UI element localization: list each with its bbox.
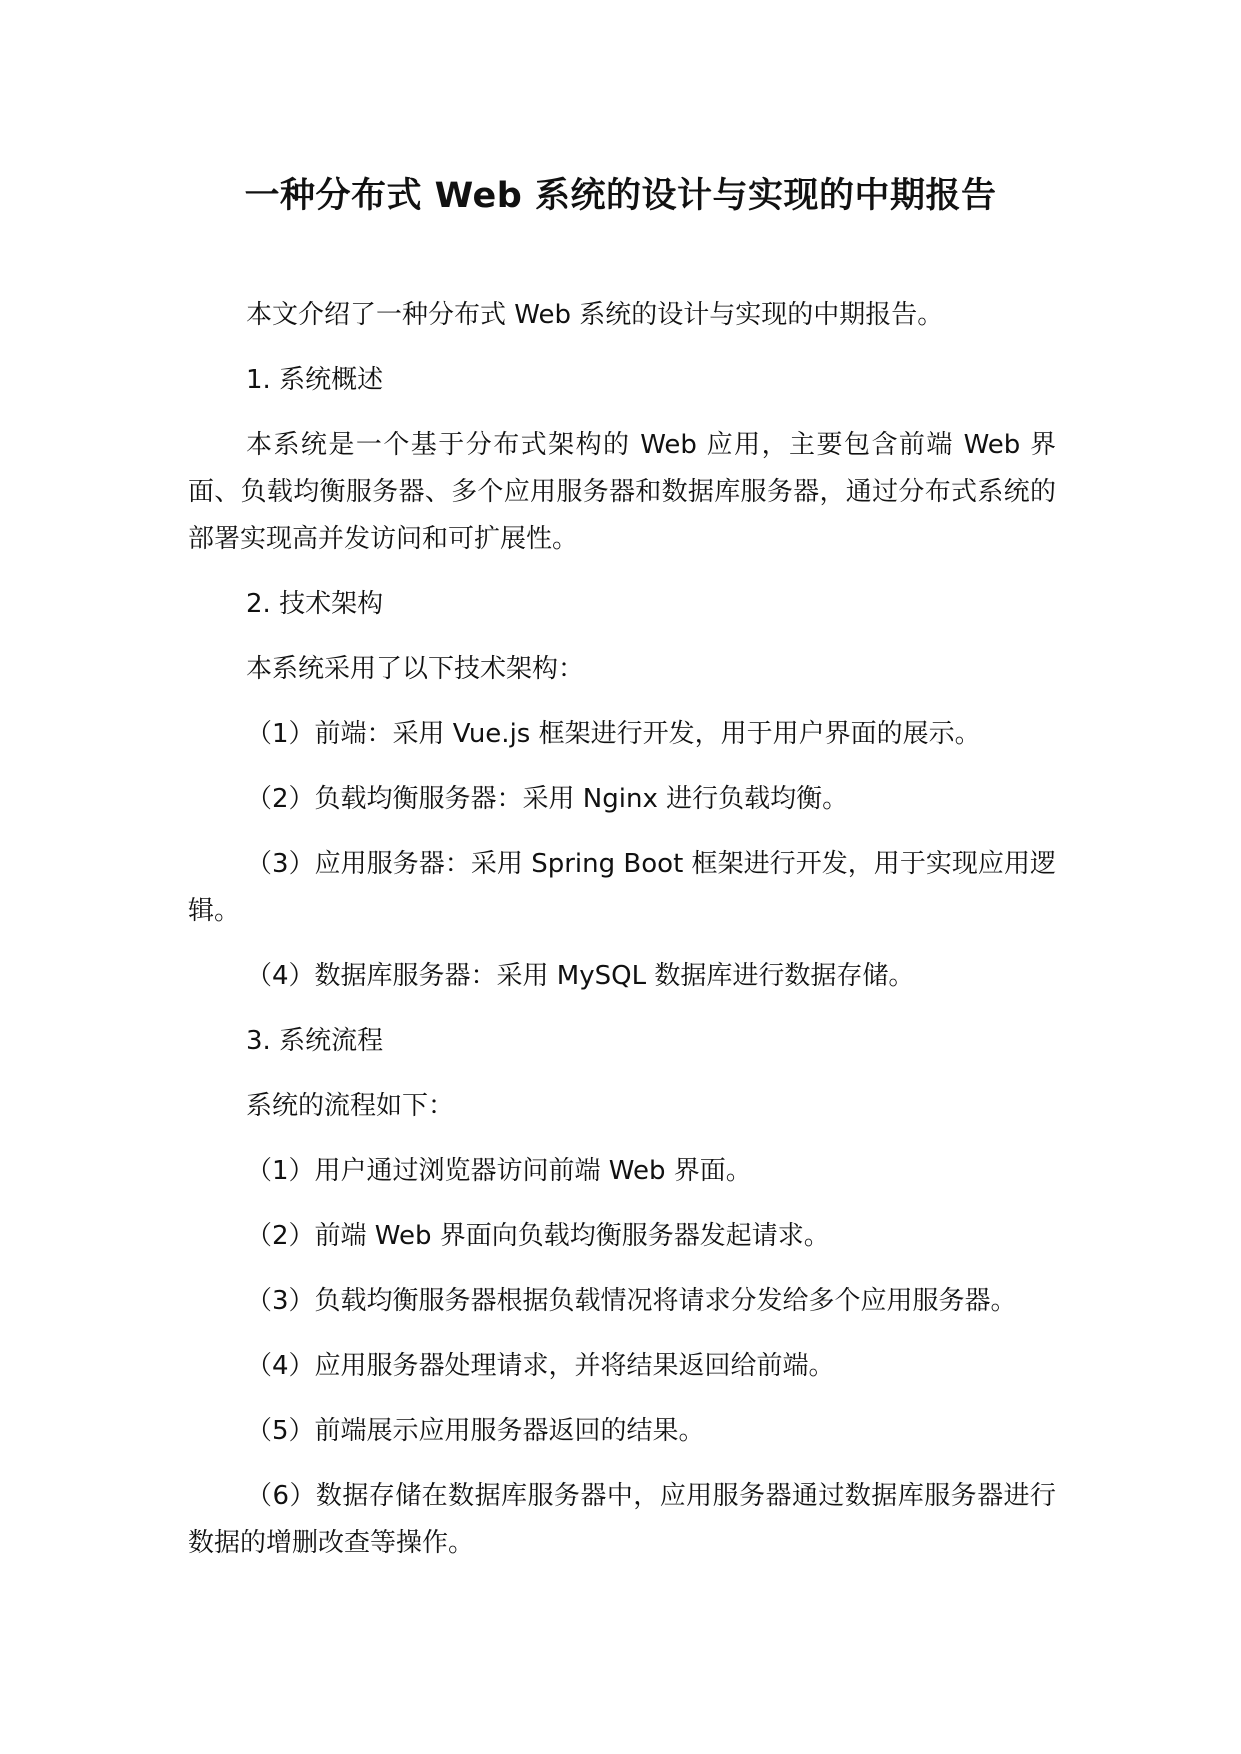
architecture-item-load-balancer: （2）负载均衡服务器：采用 Nginx 进行负载均衡。 bbox=[246, 784, 849, 814]
flow-step-5: （5）前端展示应用服务器返回的结果。 bbox=[246, 1416, 705, 1446]
section-heading-flow: 3. 系统流程 bbox=[246, 1026, 384, 1056]
architecture-item-frontend: （1）前端：采用 Vue.js 框架进行开发，用于用户界面的展示。 bbox=[246, 719, 981, 749]
architecture-item-database: （4）数据库服务器：采用 MySQL 数据库进行数据存储。 bbox=[246, 961, 915, 991]
flow-step-1: （1）用户通过浏览器访问前端 Web 界面。 bbox=[246, 1156, 752, 1186]
flow-step-3: （3）负载均衡服务器根据负载情况将请求分发给多个应用服务器。 bbox=[246, 1286, 1017, 1316]
intro-paragraph: 本文介绍了一种分布式 Web 系统的设计与实现的中期报告。 bbox=[246, 300, 944, 330]
architecture-intro: 本系统采用了以下技术架构： bbox=[246, 654, 585, 684]
document-body bbox=[188, 292, 1056, 1585]
architecture-item-app-server: （3）应用服务器：采用 Spring Boot 框架进行开发，用于实现应用逻辑。 bbox=[188, 849, 1056, 926]
flow-intro: 系统的流程如下： bbox=[246, 1091, 455, 1121]
section-heading-architecture: 2. 技术架构 bbox=[246, 589, 384, 619]
flow-step-4: （4）应用服务器处理请求，并将结果返回给前端。 bbox=[246, 1351, 835, 1381]
document-title: 一种分布式 Web 系统的设计与实现的中期报告 bbox=[244, 176, 997, 216]
section-heading-overview: 1. 系统概述 bbox=[246, 365, 384, 395]
flow-step-2: （2）前端 Web 界面向负载均衡服务器发起请求。 bbox=[246, 1221, 830, 1251]
overview-paragraph: 本系统是一个基于分布式架构的 Web 应用，主要包含前端 Web 界面、负载均衡服务器、多个应用服务器和数据库服务器，通过分布式系统的部署实现高并发访问和可扩展性。 bbox=[188, 430, 1056, 554]
flow-step-6: （6）数据存储在数据库服务器中，应用服务器通过数据库服务器进行数据的增删改查等操作。 bbox=[188, 1481, 1056, 1558]
